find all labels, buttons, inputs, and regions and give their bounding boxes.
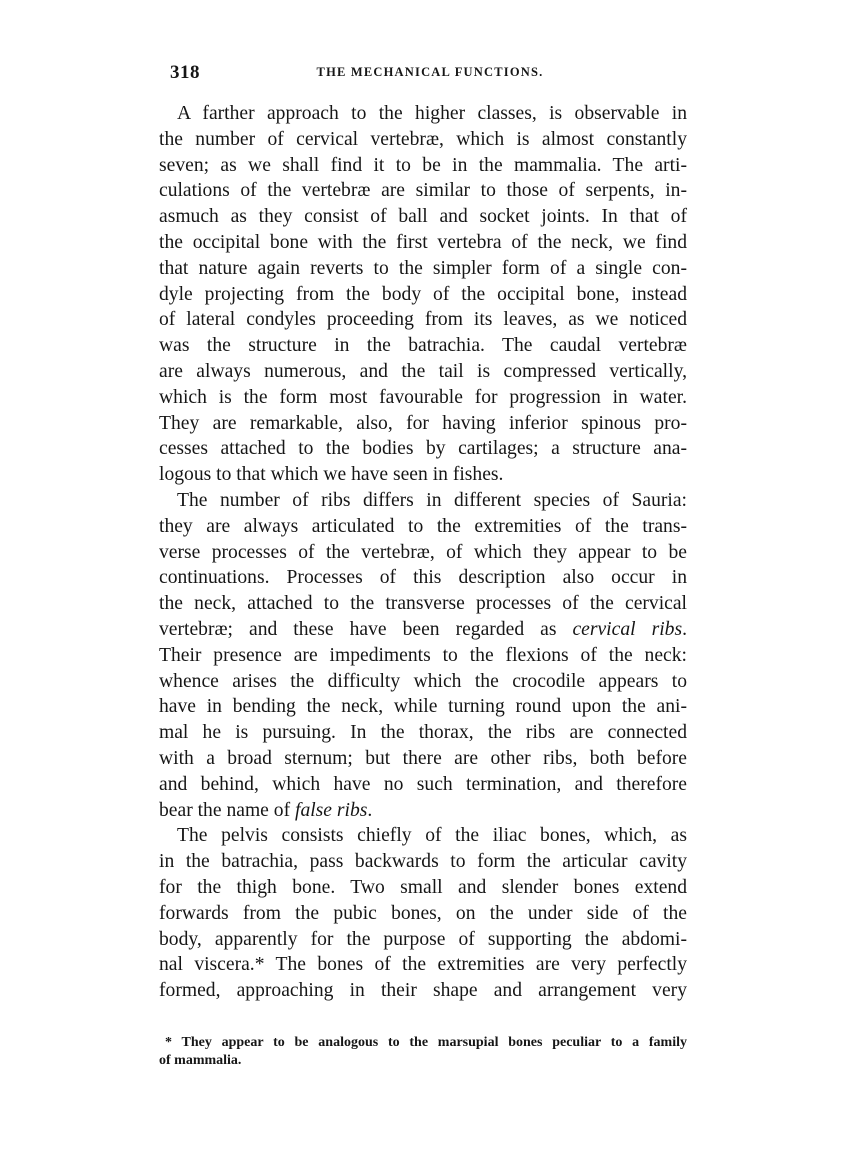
footnote-line: * They appear to be analogous to the marsupial bones peculiar to a family <box>165 1035 687 1050</box>
page-number: 318 <box>170 62 200 83</box>
text-line: body, apparently for the purpose of supporting the abdomi- <box>159 928 687 950</box>
text-line: cesses attached to the bodies by cartilages; a structure ana- <box>159 438 687 460</box>
text-line: are always numerous, and the tail is compressed vertically, <box>159 360 687 382</box>
italic-term: cervical ribs <box>572 618 683 640</box>
text-line: vertebræ; and these have been regarded as cervical ribs. <box>159 618 687 640</box>
text-line: the occipital bone with the first vertebra of the neck, we find <box>159 231 687 253</box>
text-line: for the thigh bone. Two small and slender bones extend <box>159 876 687 898</box>
text-line: was the structure in the batrachia. The caudal vertebræ <box>159 335 687 357</box>
text-line: bear the name of false ribs. <box>159 799 373 821</box>
text-line: The pelvis consists chiefly of the iliac bones, which, as <box>177 825 687 847</box>
italic-term: false ribs <box>295 799 368 821</box>
text-line: that nature again reverts to the simpler form of a single con- <box>159 257 687 279</box>
text-line: The number of ribs differs in different species of Sauria: <box>177 489 687 511</box>
page-header <box>170 62 690 86</box>
text-line: mal he is pursuing. In the thorax, the ribs are connected <box>159 722 687 744</box>
text-line: logous to that which we have seen in fishes. <box>159 464 504 486</box>
text-line: which is the form most favourable for progression in water. <box>159 386 687 408</box>
footnote <box>159 1034 687 1070</box>
text-line: dyle projecting from the body of the occipital bone, instead <box>159 283 687 305</box>
text-line: in the batrachia, pass backwards to form the articular cavity <box>159 851 687 873</box>
text-line: continuations. Processes of this description also occur in <box>159 567 687 589</box>
running-title: THE MECHANICAL FUNCTIONS. <box>316 65 544 79</box>
text-line: They are remarkable, also, for having inferior spinous pro- <box>159 412 687 434</box>
text-line: formed, approaching in their shape and arrangement very <box>159 980 687 1002</box>
text-line: the number of cervical vertebræ, which is almost constantly <box>159 128 687 150</box>
text-line: they are always articulated to the extremities of the trans- <box>159 515 687 537</box>
text-line: nal viscera.* The bones of the extremities are very perfectly <box>159 954 687 976</box>
text-line: forwards from the pubic bones, on the under side of the <box>159 902 687 924</box>
text-line: asmuch as they consist of ball and socket joints. In that of <box>159 206 687 228</box>
text-line: culations of the vertebræ are similar to those of serpents, in- <box>159 180 687 202</box>
text-line: verse processes of the vertebræ, of which they appear to be <box>159 541 687 563</box>
text-line: with a broad sternum; but there are other ribs, both before <box>159 747 687 769</box>
text-line: of lateral condyles proceeding from its leaves, as we noticed <box>159 309 687 331</box>
text-line: seven; as we shall find it to be in the mammalia. The arti- <box>159 154 687 176</box>
text-line: A farther approach to the higher classes, is observable in <box>177 103 687 124</box>
text-line: whence arises the difficulty which the crocodile appears to <box>159 670 687 692</box>
text-line: Their presence are impediments to the flexions of the neck: <box>159 644 687 666</box>
body-text <box>159 101 687 1004</box>
text-line: the neck, attached to the transverse processes of the cervical <box>159 593 687 615</box>
footnote-line: of mammalia. <box>159 1053 242 1068</box>
text-line: have in bending the neck, while turning round upon the ani- <box>159 696 687 718</box>
text-line: and behind, which have no such termination, and therefore <box>159 773 687 795</box>
